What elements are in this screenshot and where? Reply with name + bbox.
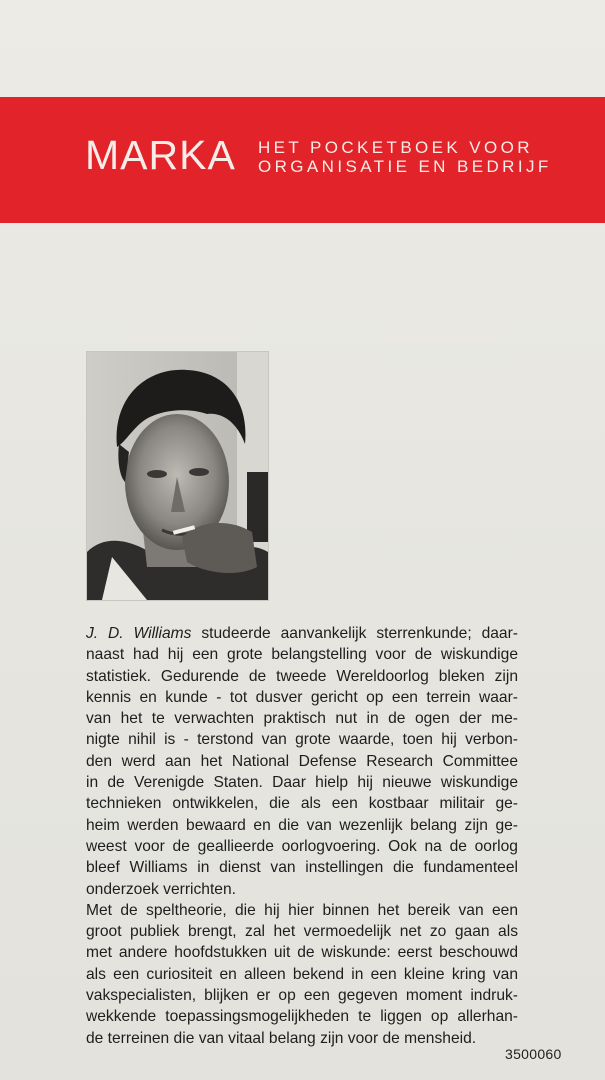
bio-line: weest voor de geallieerde oorlogvoering. Ook na de oorlog: [86, 837, 518, 855]
bio-line: groot publiek brengt, zal het vermoedelijk net zo gaan als: [86, 923, 518, 941]
bio-line: J. D. Williams studeerde aanvankelijk sterrenkunde; daar-: [86, 625, 518, 642]
author-portrait-photo: [86, 351, 269, 601]
bio-line: naast had hij een grote belangstelling voor de wiskundige: [86, 646, 518, 664]
brand-tagline: [258, 138, 552, 176]
bio-line: den werd aan het National Defense Research Committee: [86, 752, 518, 770]
catalog-number: 3500060: [505, 1046, 562, 1062]
bio-line: met andere hoofdstukken uit de wiskunde: eerst beschouwd: [86, 944, 518, 962]
bio-line: statistiek. Gedurende de tweede Wereldoorlog bleken zijn: [86, 667, 518, 685]
bio-line: wekkende toepassingsmogelijkheden te liggen op allerhan-: [86, 1008, 518, 1026]
tagline-line-1: HET POCKETBOEK VOOR: [258, 138, 533, 157]
bio-line: bleef Williams in dienst van instellingen die fundamenteel: [86, 859, 518, 877]
bio-line: technieken ontwikkelen, die als een kostbaar militair ge-: [86, 795, 518, 813]
bio-line: nigte nihil is - terstond van grote waarde, toen hij verbon-: [86, 731, 518, 749]
tagline-line-2: ORGANISATIE EN BEDRIJF: [258, 157, 552, 176]
bio-line: heim werden bewaard en die van wezenlijk belang zijn ge-: [86, 816, 518, 834]
author-biography: [86, 623, 518, 1049]
author-name: J. D. Williams: [86, 625, 192, 642]
bio-line: van het te verwachten praktisch nut in de ogen der me-: [86, 710, 518, 728]
brand-title: MARKA: [85, 132, 236, 178]
bio-line: onderzoek verrichten.: [86, 880, 236, 898]
bio-line: Met de speltheorie, die hij hier binnen het bereik van een: [86, 901, 518, 919]
bio-line: als een curiositeit en alleen bekend in een kleine kring van: [86, 965, 518, 983]
bio-line: de terreinen die van vitaal belang zijn voor de mensheid.: [86, 1029, 477, 1047]
bio-line: kennis en kunde - tot dusver gericht op een terrein waar-: [86, 688, 518, 706]
bio-line: vakspecialisten, blijken er op een gegeven moment indruk-: [86, 987, 518, 1005]
portrait-image: [87, 352, 268, 600]
bio-line: in de Verenigde Staten. Daar hielp hij nieuwe wiskundige: [86, 774, 518, 792]
